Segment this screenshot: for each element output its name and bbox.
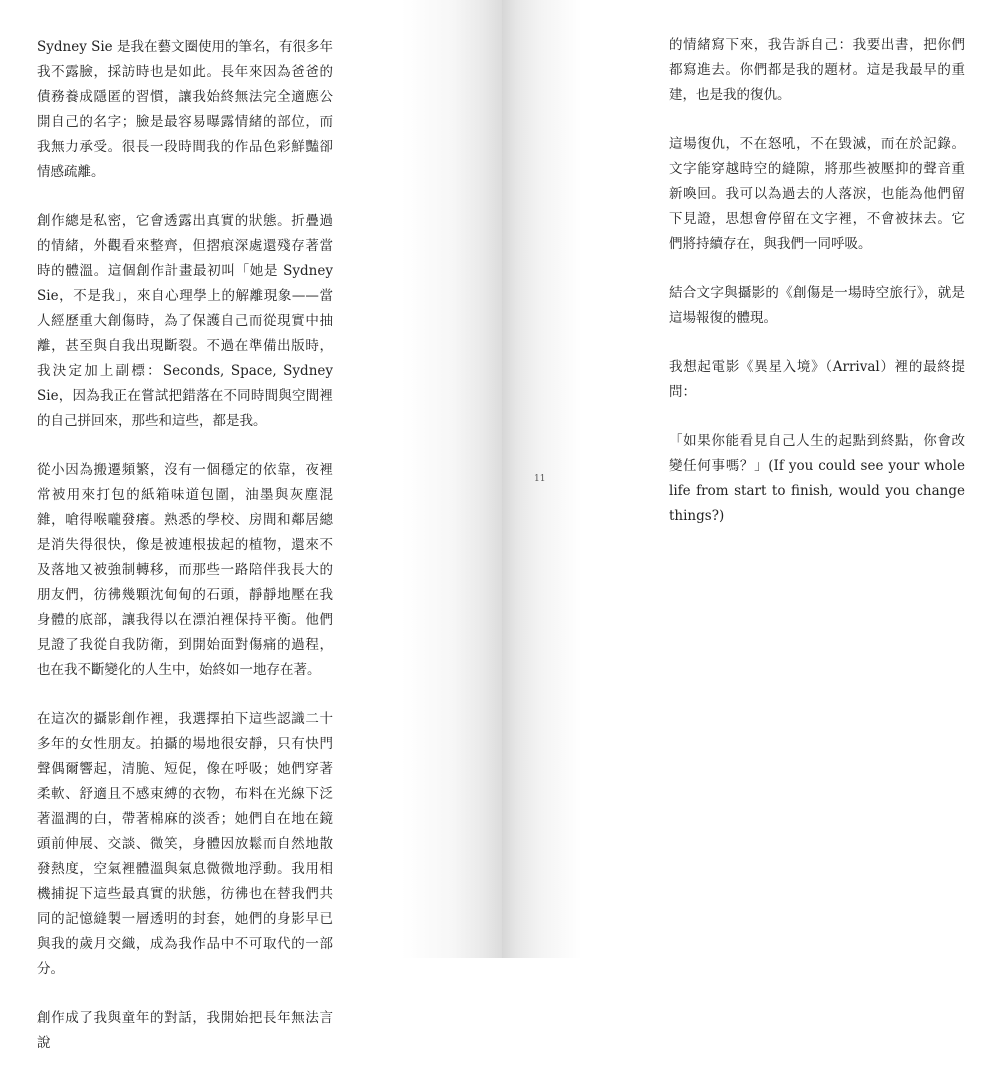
- paragraph: 創作成了我與童年的對話，我開始把長年無法言說: [37, 1010, 333, 1051]
- right-page: [502, 0, 1000, 958]
- paragraph: 創作總是私密，它會透露出真實的狀態。折疊過的情緒，外觀看來整齊，但摺痕深處還殘存著當時的體溫。這個創作計畫最初叫「她是 Sydney Sie，不是我」，來自心理學上的解離現象——當人經歷重大創傷時，為了保護自己而從現實中抽離，甚至與自我出現斷裂。不過在準備出版時，我決定加上副標：Seconds, Space, Sydney Sie，因為我正在嘗試把錯落在不同時間與空間裡的自己拼回來，那些和這些，都是我。: [37, 213, 333, 429]
- paragraph: 這場復仇，不在怒吼，不在毀滅，而在於記錄。文字能穿越時空的縫隙，將那些被壓抑的聲音重新喚回。我可以為過去的人落淚，也能為他們留下見證，思想會停留在文字裡，不會被抹去。它們將持續存在，與我們一同呼吸。: [669, 136, 965, 252]
- page-number: 11: [534, 474, 546, 484]
- paragraph: 的情緒寫下來，我告訴自己：我要出書，把你們都寫進去。你們都是我的題材。這是我最早的重建，也是我的復仇。: [669, 37, 965, 103]
- paragraph: 在這次的攝影創作裡，我選擇拍下這些認識二十多年的女性朋友。拍攝的場地很安靜，只有快門聲偶爾響起，清脆、短促，像在呼吸；她們穿著柔軟、舒適且不感束縛的衣物，布料在光線下泛著溫潤的白，帶著棉麻的淡香；她們自在地在鏡頭前伸展、交談、微笑，身體因放鬆而自然地散發熱度，空氣裡體溫與氣息微微地浮動。我用相機捕捉下這些最真實的狀態，彷彿也在替我們共同的記憶縫製一層透明的封套，她們的身影早已與我的歲月交織，成為我作品中不可取代的一部分。: [37, 711, 333, 977]
- left-page: [0, 0, 502, 1051]
- paragraph: 從小因為搬遷頻繁，沒有一個穩定的依靠，夜裡常被用來打包的紙箱味道包圍，油墨與灰塵混雜，嗆得喉嚨發癢。熟悉的學校、房間和鄰居總是消失得很快，像是被連根拔起的植物，還來不及落地又被強制轉移，而那些一路陪伴我長大的朋友們，彷彿幾顆沈甸甸的石頭，靜靜地壓在我身體的底部，讓我得以在漂泊裡保持平衡。他們見證了我從自我防衛，到開始面對傷痛的過程，也在我不斷變化的人生中，始終如一地存在著。: [37, 462, 333, 678]
- left-text-column: [37, 35, 333, 1080]
- paragraph: 「如果你能看見自己人生的起點到終點，你會改變任何事嗎？」(If you could see your whole life from start to finish, would you change things?): [669, 433, 965, 524]
- paragraph: 結合文字與攝影的《創傷是一場時空旅行》，就是這場報復的體現。: [669, 285, 965, 326]
- paragraph: 我想起電影《異星入境》（Arrival）裡的最終提問：: [669, 359, 965, 400]
- right-text-column: [669, 33, 965, 553]
- paragraph: Sydney Sie 是我在藝文圈使用的筆名，有很多年我不露臉，採訪時也是如此。長年來因為爸爸的債務養成隱匿的習慣，讓我始終無法完全適應公開自己的名字；臉是最容易曝露情緒的部位，而我無力承受。很長一段時間我的作品色彩鮮豔卻情感疏離。: [37, 39, 333, 180]
